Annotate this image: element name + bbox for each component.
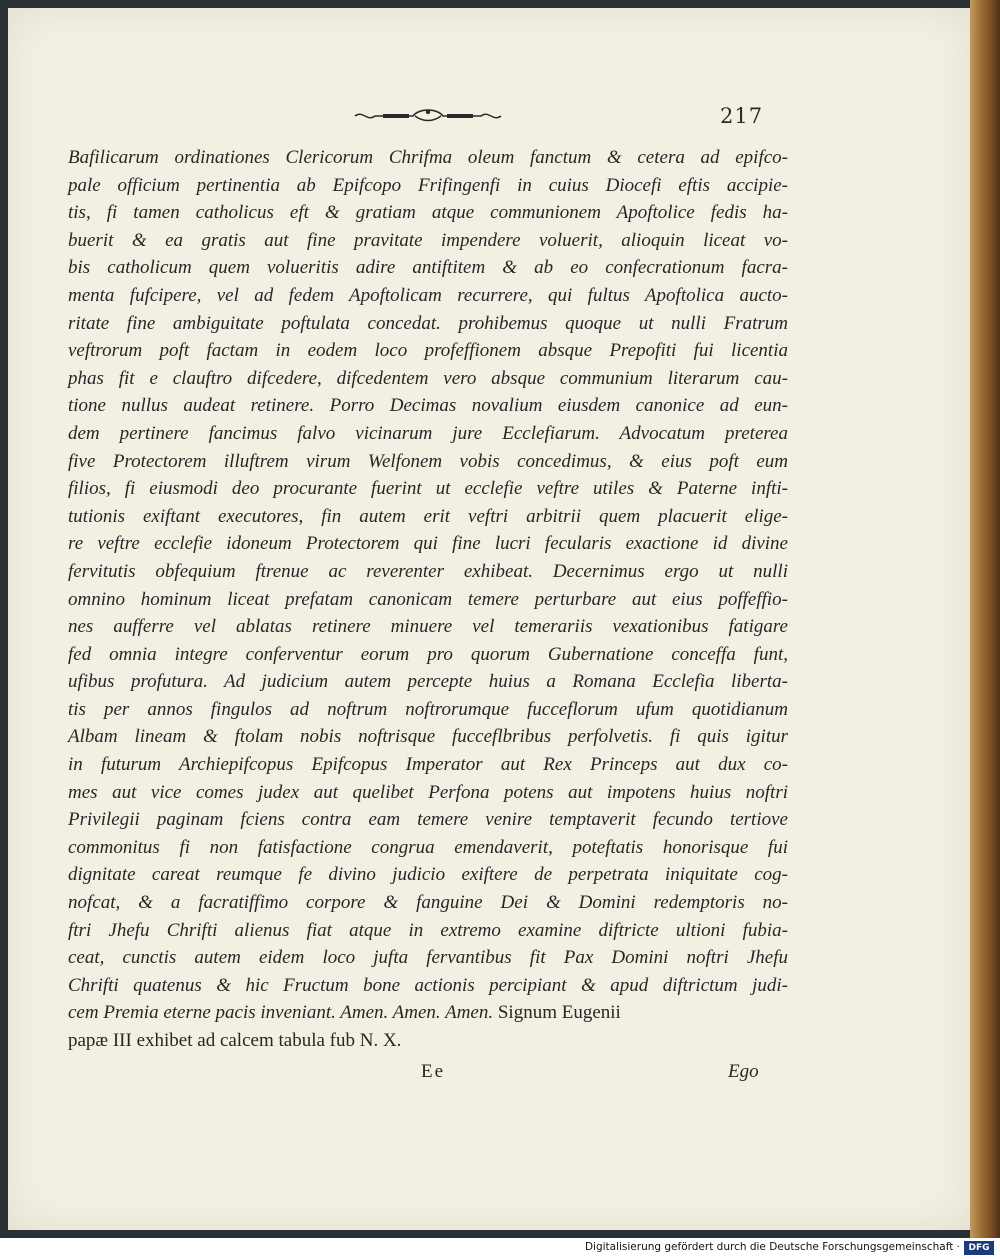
text-line: five Protectorem illuftrem virum Welfonem vobis concedimus, & eius poft eum	[68, 450, 788, 472]
page-number: 217	[720, 104, 764, 128]
text-line: phas fit e clauftro difcedere, difcedentem vero absque communium literarum cau-	[68, 367, 788, 389]
book-spine-edge	[970, 0, 1000, 1238]
text-line: omnino hominum liceat prefatam canonicam temere perturbare aut eius poffeffio-	[68, 588, 788, 610]
text-line: commonitus fi non fatisfactione congrua emendaverit, poteftatis honorisque fui	[68, 836, 788, 858]
text-line: tis, fi tamen catholicus eft & gratiam atque communionem Apoftolice fedis ha-	[68, 202, 788, 224]
text-line: nofcat, & a facratiffimo corpore & fanguine Dei & Domini redemptoris no-	[68, 892, 788, 914]
text-line: dem pertinere fancimus falvo vicinarum jure Ecclefiarum. Advocatum preterea	[68, 422, 788, 444]
ornament-divider-icon	[353, 104, 503, 126]
text-line: Bafilicarum ordinationes Clericorum Chrifma oleum fanctum & cetera ad epifco-	[68, 147, 788, 168]
text-line-roman: papæ III exhibet ad calcem tabula fub N. X.	[68, 1030, 402, 1051]
text-line: ufibus profutura. Ad judicium autem percepte huius a Romana Ecclefia liberta-	[68, 671, 788, 693]
text-line: fed omnia integre conferventur eorum pro quorum Gubernatione conceffa funt,	[68, 643, 788, 665]
text-line: tis per annos fingulos ad noftrum noftrorumque fucceflorum ufum quotidianum	[68, 698, 788, 720]
text-line: Albam lineam & ftolam nobis noftrisque fucceflbribus perfolvetis. fi quis igitur	[68, 726, 788, 748]
book-page	[8, 8, 970, 1230]
text-line: mes aut vice comes judex aut quelibet Perfona potens aut impotens huius noftri	[68, 781, 788, 803]
catchword: Ego	[728, 1061, 759, 1082]
text-line: ritate fine ambiguitate poftulata concedat. prohibemus quoque ut nulli Fratrum	[68, 312, 788, 334]
text-line: nes aufferre vel ablatas retinere minuere vel temerariis vexationibus fatigare	[68, 616, 788, 638]
text-line: bis catholicum quem volueritis adire antiftitem & ab eo confecrationum facra-	[68, 257, 788, 279]
text-line: menta fufcipere, vel ad fedem Apoftolicam recurrere, qui fultus Apoftolica aucto-	[68, 284, 788, 306]
footer-bar	[0, 1238, 1000, 1259]
text-line: tione nullus audeat retinere. Porro Decimas novalium eiusdem canonice ad eun-	[68, 395, 788, 417]
text-line: in futurum Archiepifcopus Epifcopus Imperator aut Rex Princeps aut dux co-	[68, 754, 788, 776]
text-line: filios, fi eiusmodi deo procurante fuerint ut ecclefie veftre utiles & Paterne infti-	[68, 478, 788, 500]
text-line: ceat, cunctis autem eidem loco jufta fervantibus fit Pax Domini noftri Jhefu	[68, 947, 788, 969]
funding-credit: Digitalisierung gefördert durch die Deutsche Forschungsgemeinschaft ·	[584, 1241, 960, 1253]
text-line-mixed	[68, 999, 788, 1027]
text-line: pale officium pertinentia ab Epifcopo Frifingenfi in cuius Diocefi eftis accipie-	[68, 174, 788, 196]
text-line: Chrifti quatenus & hic Fructum bone actionis percipiant & apud diftrictum judi-	[68, 974, 788, 996]
text-line-italic-part: cem Premia eterne pacis inveniant. Amen. Amen. Amen.	[68, 1002, 494, 1024]
text-line: fervitutis obfequium ftrenue ac reverenter exhibeat. Decernimus ergo ut nulli	[68, 560, 788, 582]
dfg-logo-icon: DFG	[964, 1241, 994, 1255]
text-line: re veftre ecclefie idoneum Protectorem qui fine lucri fecularis exactione id divine	[68, 533, 788, 555]
signature-mark-left: Ee	[421, 1061, 446, 1082]
text-line: tutionis exiftant executores, fin autem erit veftri arbitrii quem placuerit elige-	[68, 505, 788, 527]
text-line: veftrorum poft factam in eodem loco profeffionem absque Prepofiti fui licentia	[68, 340, 788, 362]
latin-text-block	[68, 144, 788, 1055]
text-line: dignitate careat reumque fe divino judicio exiftere de perpetrata iniquitate cog-	[68, 864, 788, 886]
text-line-roman-part: Signum Eugenii	[493, 1002, 621, 1024]
text-line: ftri Jhefu Chrifti alienus fiat atque in extremo examine diftricte ultioni fubia-	[68, 919, 788, 941]
text-line: Privilegii paginam fciens contra eam temere venire temptaverit fecundo tertiove	[68, 809, 788, 831]
text-line: buerit & ea gratis aut fine pravitate impendere voluerit, alioquin liceat vo-	[68, 229, 788, 251]
